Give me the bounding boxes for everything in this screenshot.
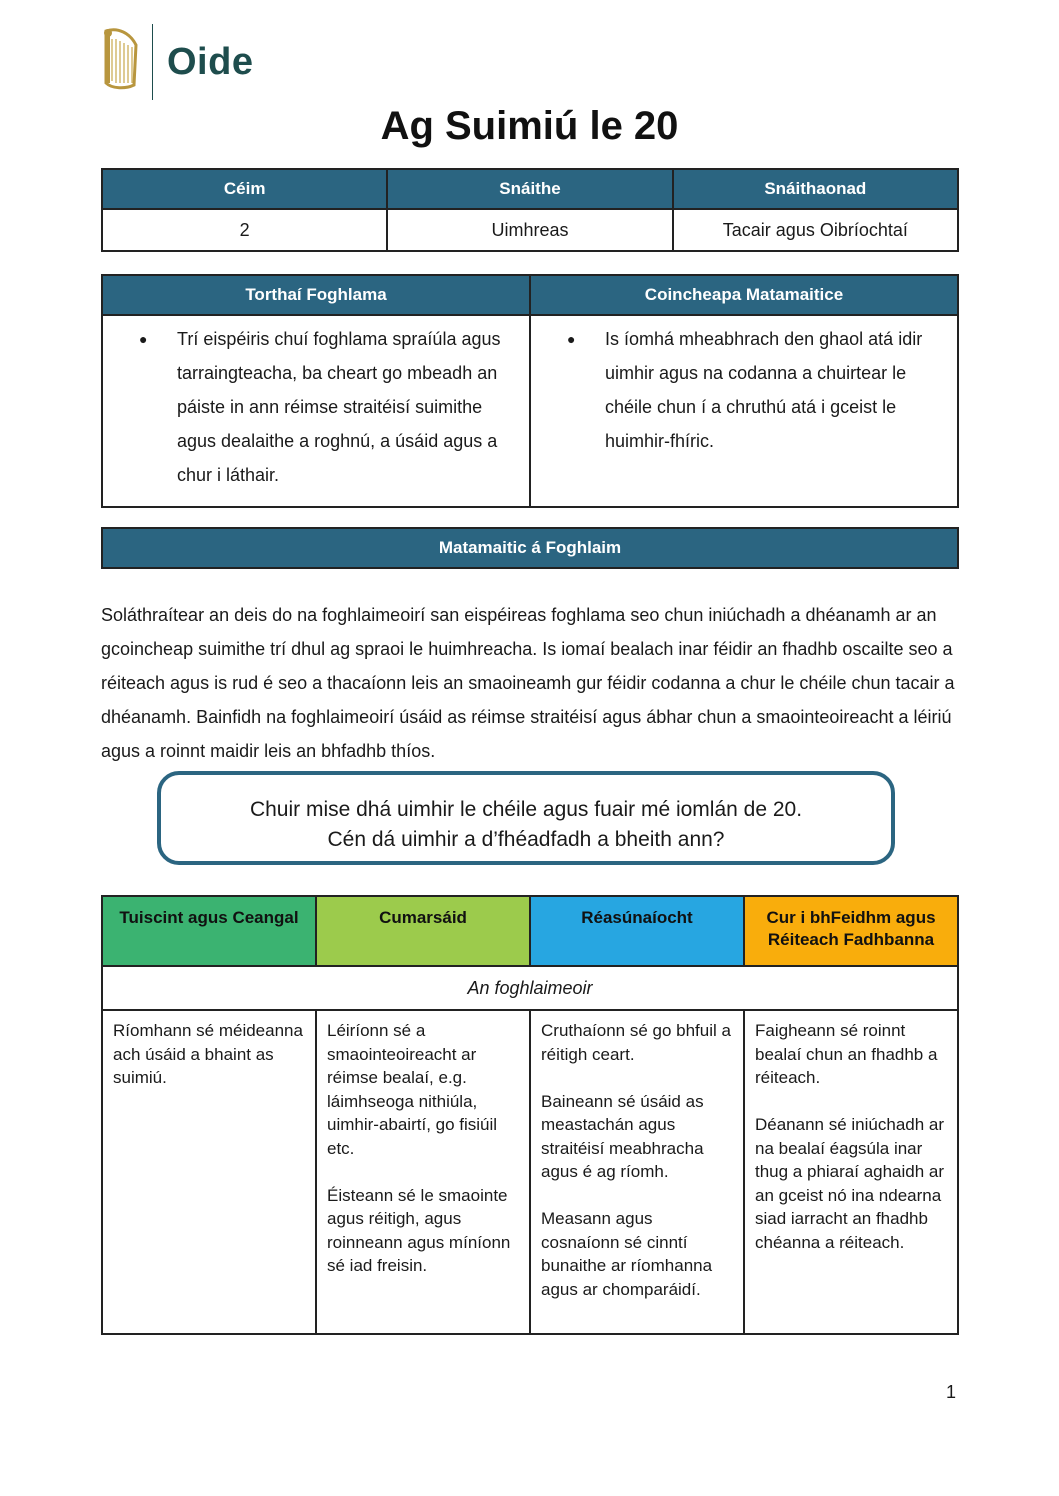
page-number: 1 bbox=[946, 1382, 957, 1402]
math-concepts-cell bbox=[530, 315, 958, 507]
bullet-icon: ● bbox=[139, 331, 148, 347]
info-header-snaithe: Snáithe bbox=[387, 169, 672, 209]
rubric-cell-communication: Léiríonn sé a smaointeoireacht ar réimse bealaí, e.g. láimhseoga nithiúla, uimhir-abairtí, go fisiúil etc. Éisteann sé le smaointe agus réitigh, agus roinneann agus míníonn sé iad freisin. bbox=[316, 1010, 530, 1334]
outcomes-header-concepts: Coincheapa Matamaitice bbox=[530, 275, 958, 315]
harp-icon bbox=[98, 25, 142, 100]
info-table bbox=[101, 168, 959, 252]
section-header: Matamaitic á Foghlaim bbox=[102, 528, 958, 568]
callout-line-1: Chuir mise dhá uimhir le chéile agus fuair mé iomlán de 20. bbox=[249, 798, 803, 821]
info-value-snaithe: Uimhreas bbox=[387, 209, 672, 251]
info-header-snaithaonad: Snáithaonad bbox=[673, 169, 958, 209]
learning-outcomes-cell bbox=[102, 315, 530, 507]
rubric-header-communication: Cumarsáid bbox=[316, 896, 530, 966]
outcomes-table bbox=[101, 274, 959, 508]
page-title: Ag Suimiú le 20 bbox=[380, 104, 679, 148]
info-value-snaithaonad: Tacair agus Oibríochtaí bbox=[673, 209, 958, 251]
brand-name: Oide bbox=[167, 40, 254, 83]
rubric-cell-understanding: Ríomhann sé méideanna ach úsáid a bhaint as suimiú. bbox=[102, 1010, 316, 1334]
rubric-header-understanding: Tuiscint agus Ceangal bbox=[102, 896, 316, 966]
rubric-header-problem-solving: Cur i bhFeidhm agus Réiteach Fadhbanna bbox=[744, 896, 958, 966]
rubric-cell-reasoning: Cruthaíonn sé go bhfuil a réitigh ceart. Baineann sé úsáid as meastachán agus straitéisí meabhracha agus é ag ríomh. Measann agus cosnaíonn sé cinntí bunaithe ar ríomhanna agus ar chomparáidí. bbox=[530, 1010, 744, 1334]
rubric-header-reasoning: Réasúnaíocht bbox=[530, 896, 744, 966]
rubric-table bbox=[101, 895, 959, 1335]
bullet-icon: ● bbox=[567, 331, 576, 347]
list-item: ● Trí eispéiris chuí foghlama spraíúla agus tarraingteacha, ba cheart go mbeadh an páiste in ann réimse straitéisí suimithe agus dealaithe a roghnú, a úsáid agus a chur i láthair. bbox=[177, 322, 519, 492]
outcomes-header-learning: Torthaí Foghlama bbox=[102, 275, 530, 315]
info-header-ceim: Céim bbox=[102, 169, 387, 209]
callout-line-2: Cén dá uimhir a d’fhéadfadh a bheith ann? bbox=[327, 828, 725, 851]
section-header-table bbox=[101, 527, 959, 569]
list-item: ● Is íomhá mheabhrach den ghaol atá idir uimhir agus na codanna a chuirtear le chéile chun í a chruthú atá i gceist le huimhir-fhíric. bbox=[605, 322, 947, 458]
info-value-ceim: 2 bbox=[102, 209, 387, 251]
logo-divider bbox=[152, 24, 153, 100]
rubric-cell-problem-solving: Faigheann sé roinnt bealaí chun an fhadhb a réiteach. Déanann sé iniúchadh ar na bealaí éagsúla inar thug a phiaraí aghaidh ar an gceist nó ina ndearna siad iarracht an fhadhb chéanna a réiteach. bbox=[744, 1010, 958, 1334]
rubric-subheader: An foghlaimeoir bbox=[102, 966, 958, 1010]
intro-paragraph: Soláthraítear an deis do na foghlaimeoirí san eispéireas foghlama seo chun iniúchadh a dhéanamh ar an gcoincheap suimithe trí dhul ag spraoi le huimhreacha. Is iomaí bealach inar féidir an fhadhb oscailte seo a réiteach agus is rud é seo a thacaíonn leis an smaoineamh gur féidir codanna a chur le chéile chun tacair a dhéanamh. Bainfidh na foghlaimeoirí úsáid as réimse straitéisí agus ábhar chun a smaointeoireacht a léiriú agus a roinnt maidir leis an bhfadhb thíos. bbox=[101, 605, 955, 761]
problem-callout bbox=[157, 771, 895, 865]
logo bbox=[98, 24, 253, 100]
